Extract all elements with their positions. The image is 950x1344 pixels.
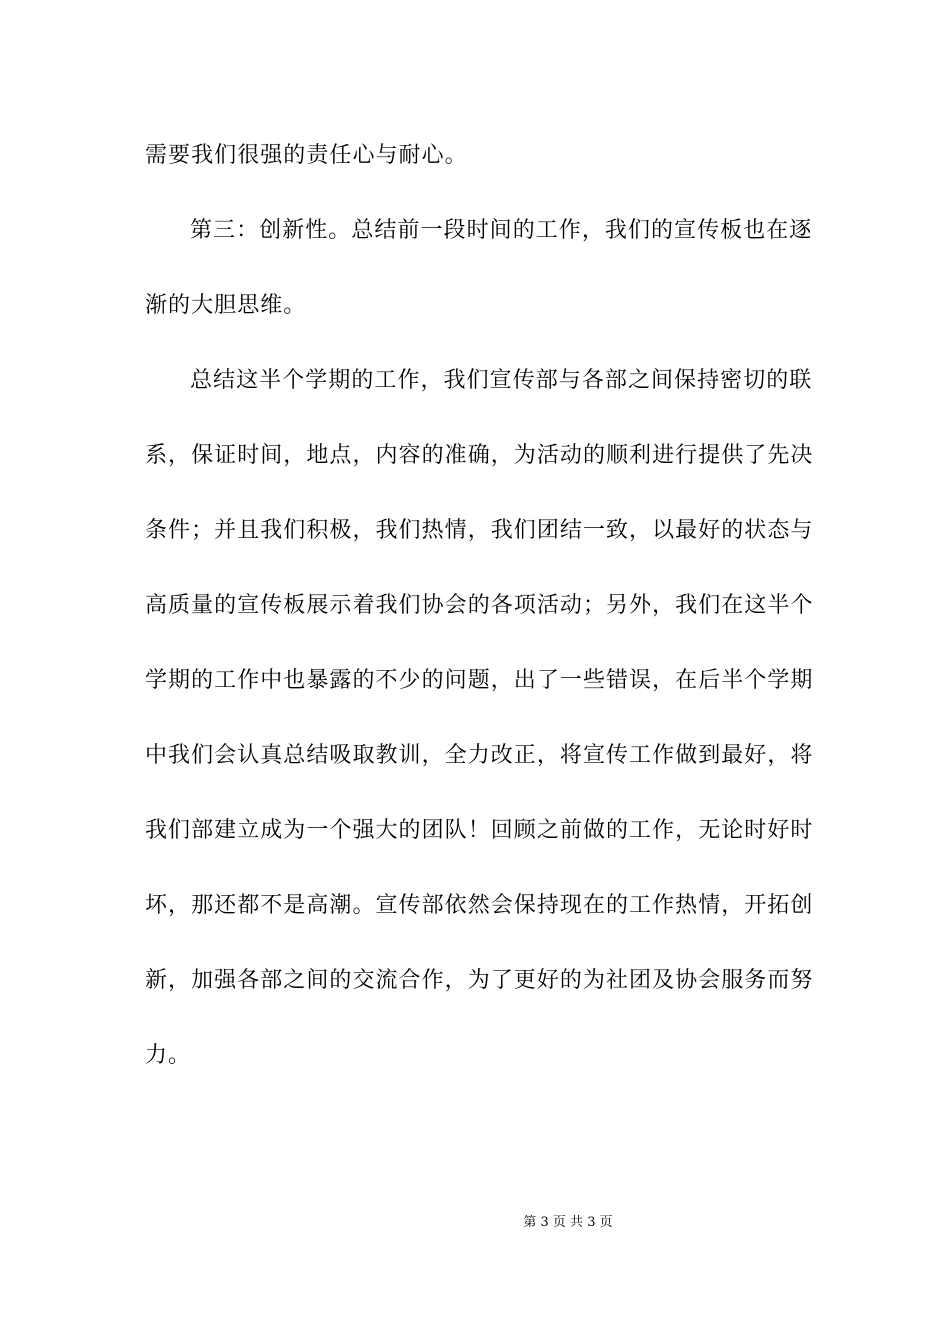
body-line-2: 第三：创新性。总结前一段时间的工作，我们的宣传板也在逐	[190, 218, 813, 243]
body-line-11: 坏，那还都不是高潮。宣传部依然会保持现在的工作热情，开拓创	[145, 893, 814, 918]
body-line-3: 渐的大胆思维。	[145, 293, 307, 318]
body-line-7: 高质量的宣传板展示着我们协会的各项活动；另外，我们在这半个	[145, 593, 814, 618]
body-line-13: 力。	[145, 1043, 192, 1068]
body-line-9: 中我们会认真总结吸取教训，全力改正，将宣传工作做到最好，将	[145, 743, 814, 768]
body-line-12: 新，加强各部之间的交流合作，为了更好的为社团及协会服务而努	[145, 968, 814, 993]
body-line-4: 总结这半个学期的工作，我们宣传部与各部之间保持密切的联	[190, 368, 813, 393]
body-line-6: 条件；并且我们积极，我们热情，我们团结一致，以最好的状态与	[145, 518, 814, 543]
body-line-10: 我们部建立成为一个强大的团队！回顾之前做的工作，无论时好时	[145, 818, 814, 843]
body-line-1: 需要我们很强的责任心与耐心。	[145, 143, 468, 168]
page-number-footer: 第 3 页 共 3 页	[523, 1215, 613, 1230]
body-line-8: 学期的工作中也暴露的不少的问题，出了一些错误，在后半个学期	[145, 668, 814, 693]
body-line-5: 系，保证时间，地点，内容的准确，为活动的顺利进行提供了先决	[145, 443, 814, 468]
